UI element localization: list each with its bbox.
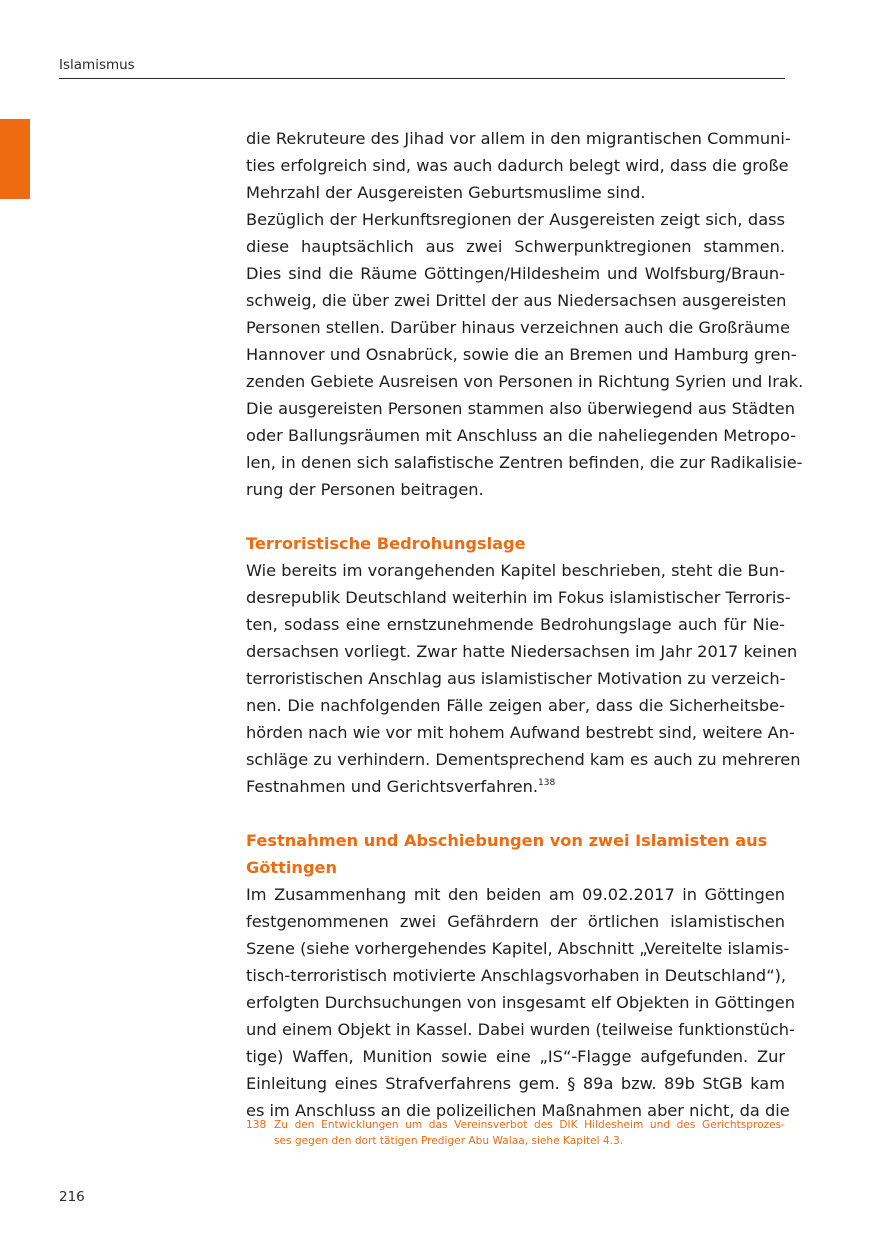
text-line: rung der Personen beitragen.: [246, 480, 484, 499]
paragraph-4: [246, 881, 795, 1124]
text-line: diese hauptsächlich aus zwei Schwerpunktregionen stammen.: [246, 237, 785, 256]
text-line: ten, sodass eine ernstzunehmende Bedrohungslage auch für Nie-: [246, 615, 785, 634]
text-line: Die ausgereisten Personen stammen also überwiegend aus Städten: [246, 399, 795, 418]
chapter-tab-marker: [0, 119, 30, 199]
text-line: nen. Die nachfolgenden Fälle zeigen aber, dass die Sicherheitsbe-: [246, 696, 785, 715]
text-line: tisch-terroristisch motivierte Anschlagsvorhaben in Deutschland“),: [246, 966, 787, 985]
page-number: 216: [59, 1189, 85, 1205]
text-line: zenden Gebiete Ausreisen von Personen in Richtung Syrien und Irak.: [246, 372, 804, 391]
text-line: [246, 773, 785, 800]
text-line: schläge zu verhindern. Dementsprechend kam es auch zu mehreren: [246, 750, 801, 769]
text-line: Dies sind die Räume Göttingen/Hildesheim und Wolfsburg/Braun-: [246, 264, 785, 283]
text-line: Im Zusammenhang mit den beiden am 09.02.2017 in Göttingen: [246, 885, 785, 904]
paragraph-1: [246, 125, 791, 206]
section-heading-arrests: Festnahmen und Abschiebungen von zwei Islamisten aus Göttingen: [246, 831, 768, 877]
text-line: Einleitung eines Strafverfahrens gem. § 89a bzw. 89b StGB kam: [246, 1074, 785, 1093]
text-line: Bezüglich der Herkunftsregionen der Ausgereisten zeigt sich, dass: [246, 210, 785, 229]
text-line: ses gegen den dort tätigen Prediger Abu Walaa, siehe Kapitel 4.3.: [274, 1135, 624, 1147]
text-line: ties erfolgreich sind, was auch dadurch belegt wird, dass die große: [246, 156, 789, 175]
text-line: festgenommenen zwei Gefährdern der örtlichen islamistischen: [246, 912, 785, 931]
paragraph-3-last-line: [246, 773, 785, 800]
text-line: oder Ballungsräumen mit Anschluss an die naheliegenden Metropo-: [246, 426, 797, 445]
text-line: die Rekruteure des Jihad vor allem in den migrantischen Communi-: [246, 129, 791, 148]
footnote-number: 138: [246, 1119, 267, 1131]
text-line: Personen stellen. Darüber hinaus verzeichnen auch die Großräume: [246, 318, 790, 337]
footnote-reference[interactable]: 138: [538, 778, 556, 788]
paragraph-2: [246, 206, 804, 503]
header-rule: [59, 78, 785, 79]
paragraph-3: [246, 557, 801, 773]
main-text: [246, 125, 804, 1124]
text-line: schweig, die über zwei Drittel der aus Niedersachsen ausgereisten: [246, 291, 787, 310]
text-line: Wie bereits im vorangehenden Kapitel beschrieben, steht die Bun-: [246, 561, 785, 580]
text-line-content: Festnahmen und Gerichtsverfahren.: [246, 777, 539, 796]
text-line: Mehrzahl der Ausgereisten Geburtsmuslime sind.: [246, 183, 646, 202]
text-line: Szene (siehe vorhergehendes Kapitel, Abschnitt „Vereitelte islamis-: [246, 939, 790, 958]
footnote-text: [274, 1117, 785, 1149]
text-line: erfolgten Durchsuchungen von insgesamt elf Objekten in Göttingen: [246, 993, 795, 1012]
text-line: es im Anschluss an die polizeilichen Maßnahmen aber nicht, da die: [246, 1101, 790, 1120]
running-header: Islamismus: [59, 57, 135, 73]
text-line: len, in denen sich salafistische Zentren befinden, die zur Radikalisie-: [246, 453, 803, 472]
section-heading-terror-threat: Terroristische Bedrohungslage: [246, 534, 526, 553]
text-line: dersachsen vorliegt. Zwar hatte Niedersachsen im Jahr 2017 keinen: [246, 642, 798, 661]
footnote: [246, 1117, 785, 1149]
text-line: Hannover und Osnabrück, sowie die an Bremen und Hamburg gren-: [246, 345, 797, 364]
text-line: hörden nach wie vor mit hohem Aufwand bestrebt sind, weitere An-: [246, 723, 795, 742]
text-line: und einem Objekt in Kassel. Dabei wurden (teilweise funktionstüch-: [246, 1020, 795, 1039]
text-line: terroristischen Anschlag aus islamistischer Motivation zu verzeich-: [246, 669, 786, 688]
text-line: Zu den Entwicklungen um das Vereinsverbot des DIK Hildesheim und des Gerichtsprozes-: [274, 1119, 785, 1131]
text-line: desrepublik Deutschland weiterhin im Fokus islamistischer Terroris-: [246, 588, 791, 607]
text-line: tige) Waffen, Munition sowie eine „IS“-Flagge aufgefunden. Zur: [246, 1047, 785, 1066]
